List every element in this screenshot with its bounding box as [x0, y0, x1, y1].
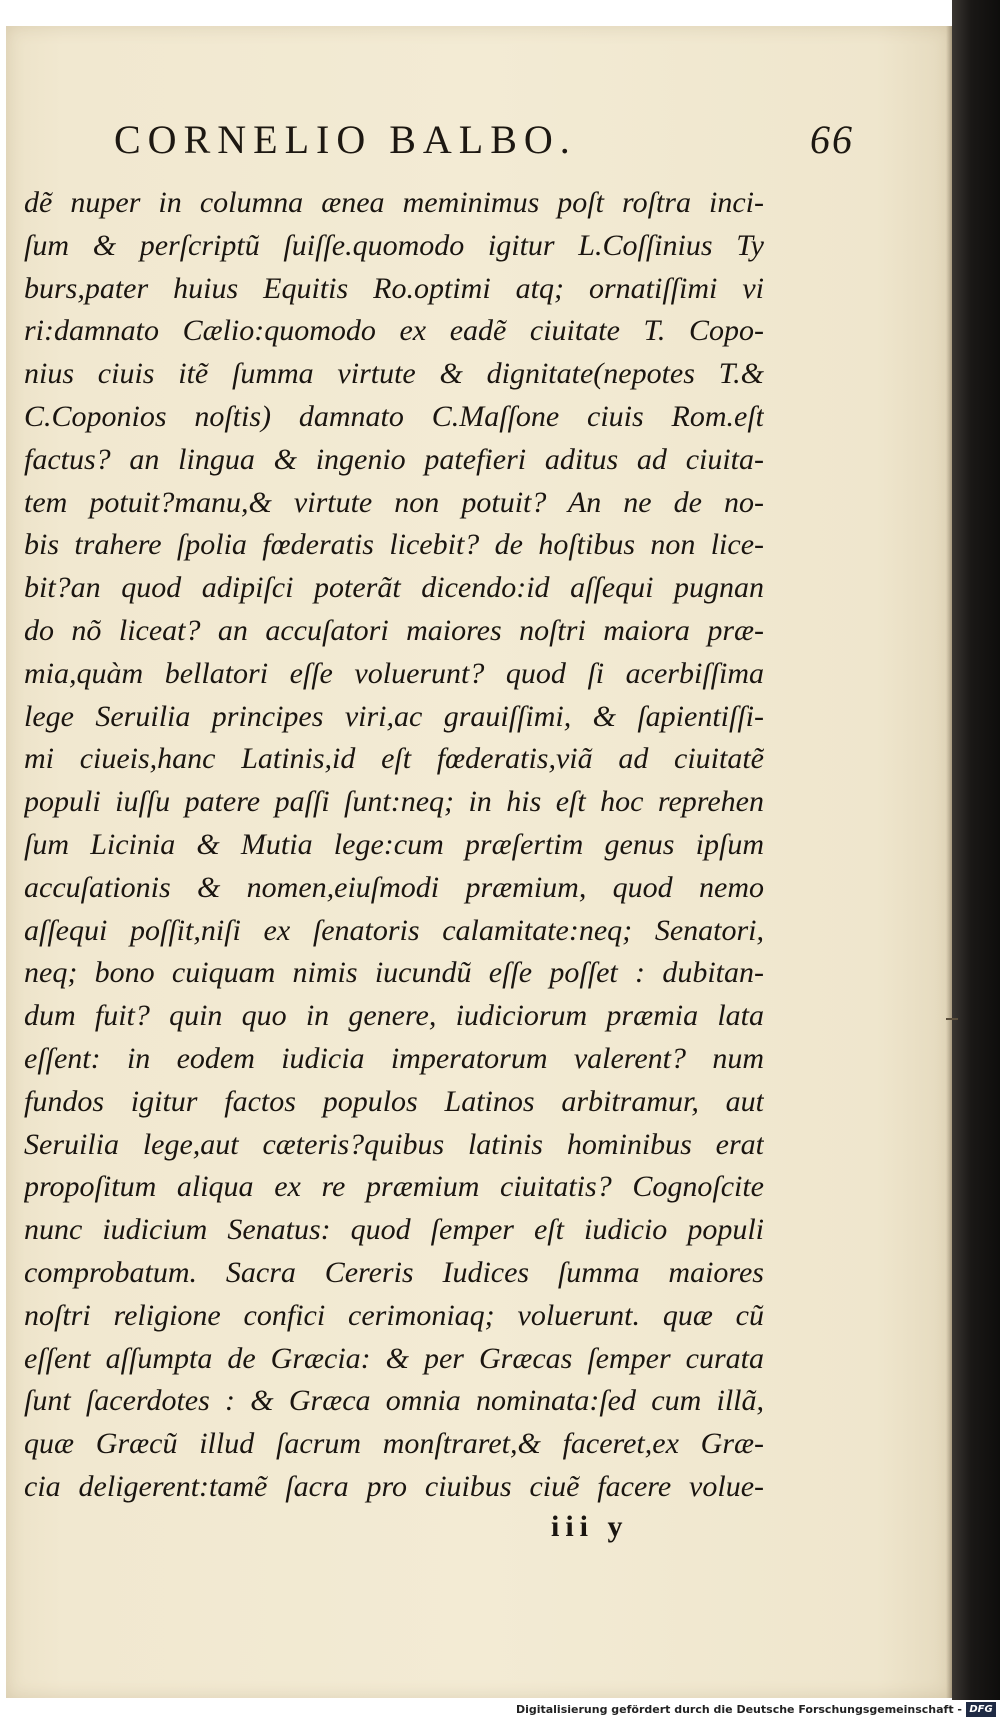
text-line: nunc iudicium Senatus: quod ſemper eſt iudicio populi	[24, 1213, 764, 1247]
text-line: noſtri religione confici cerimoniaq; voluerunt. quæ cũ	[24, 1298, 764, 1332]
book-page	[6, 26, 952, 1698]
scanner-dark-margin	[952, 0, 1000, 1700]
text-line: ſum Licinia & Mutia lege:cum præſertim genus ipſum	[24, 827, 764, 861]
text-line: accuſationis & nomen,eiuſmodi præmium, quod nemo	[24, 870, 764, 904]
text-line: C.Coponios noſtis) damnato C.Maſſone ciuis Rom.eſt	[24, 399, 764, 433]
text-line: propoſitum aliqua ex re præmium ciuitatis? Cognoſcite	[24, 1170, 764, 1204]
text-line: fundos igitur factos populos Latinos arbitramur, aut	[24, 1084, 764, 1118]
body-text	[24, 182, 764, 1509]
text-line: cia deligerent:tamẽ ſacra pro ciuibus ciuẽ facere volue-	[24, 1469, 764, 1503]
text-line: lege Seruilia principes viri,ac grauiſſimi, & ſapientiſſi-	[24, 699, 764, 733]
text-line: quæ Græcũ illud ſacrum monſtraret,& faceret,ex Græ-	[24, 1427, 764, 1461]
text-line: burs,pater huius Equitis Ro.optimi atq; ornatiſſimi vi	[24, 271, 764, 305]
running-head	[114, 116, 854, 176]
page-number: 66	[810, 117, 854, 162]
text-line: mi ciueis,hanc Latinis,id eſt fœderatis,viã ad ciuitatẽ	[24, 742, 764, 776]
text-line: ſum & perſcriptũ ſuiſſe.quomodo igitur L.Coſſinius Ty	[24, 228, 764, 262]
text-line: neq; bono cuiquam nimis iucundũ eſſe poſſet : dubitan-	[24, 956, 764, 990]
text-line: Seruilia lege,aut cæteris?quibus latinis hominibus erat	[24, 1127, 764, 1161]
text-line: factus? an lingua & ingenio patefieri aditus ad ciuita-	[24, 442, 764, 476]
signature-mark: iii y	[551, 1510, 629, 1543]
text-line: nius ciuis itẽ ſumma virtute & dignitate(nepotes T.&	[24, 357, 764, 391]
text-line: ſunt ſacerdotes : & Græca omnia nominata:ſed cum illã,	[24, 1384, 764, 1418]
dfg-logo-icon: DFG	[966, 1702, 996, 1717]
text-line: populi iuſſu patere paſſi ſunt:neq; in his eſt hoc reprehen	[24, 785, 764, 819]
text-line: ri:damnato Cælio:quomodo ex eadẽ ciuitate T. Copo-	[24, 314, 764, 348]
funding-credit: Digitalisierung gefördert durch die Deutsche Forschungsgemeinschaft -	[515, 1703, 962, 1716]
text-line: bit?an quod adipiſci poterãt dicendo:id aſſequi pugnan	[24, 571, 764, 605]
text-line: do nõ liceat? an accuſatori maiores noſtri maiora præ-	[24, 613, 764, 647]
text-line: dum fuit? quin quo in genere, iudiciorum præmia lata	[24, 999, 764, 1033]
text-line: tem potuit?manu,& virtute non potuit? An ne de no-	[24, 485, 764, 519]
margin-tick	[946, 1018, 958, 1020]
footer-strip	[0, 1700, 1000, 1720]
running-title: CORNELIO BALBO.	[114, 117, 577, 162]
text-line: aſſequi poſſit,niſi ex ſenatoris calamitate:neq; Senatori,	[24, 913, 764, 947]
text-line: bis trahere ſpolia fœderatis licebit? de hoſtibus non lice-	[24, 528, 764, 562]
text-line: eſſent aſſumpta de Græcia: & per Græcas ſemper curata	[24, 1341, 764, 1375]
text-line: eſſent: in eodem iudicia imperatorum valerent? num	[24, 1041, 764, 1075]
text-line: comprobatum. Sacra Cereris Iudices ſumma maiores	[24, 1255, 764, 1289]
text-line: dẽ nuper in columna ænea meminimus poſt roſtra inci-	[24, 186, 764, 219]
text-line: mia,quàm bellatori eſſe voluerunt? quod ſi acerbiſſima	[24, 656, 764, 690]
page-edge-shadow	[946, 26, 952, 1698]
